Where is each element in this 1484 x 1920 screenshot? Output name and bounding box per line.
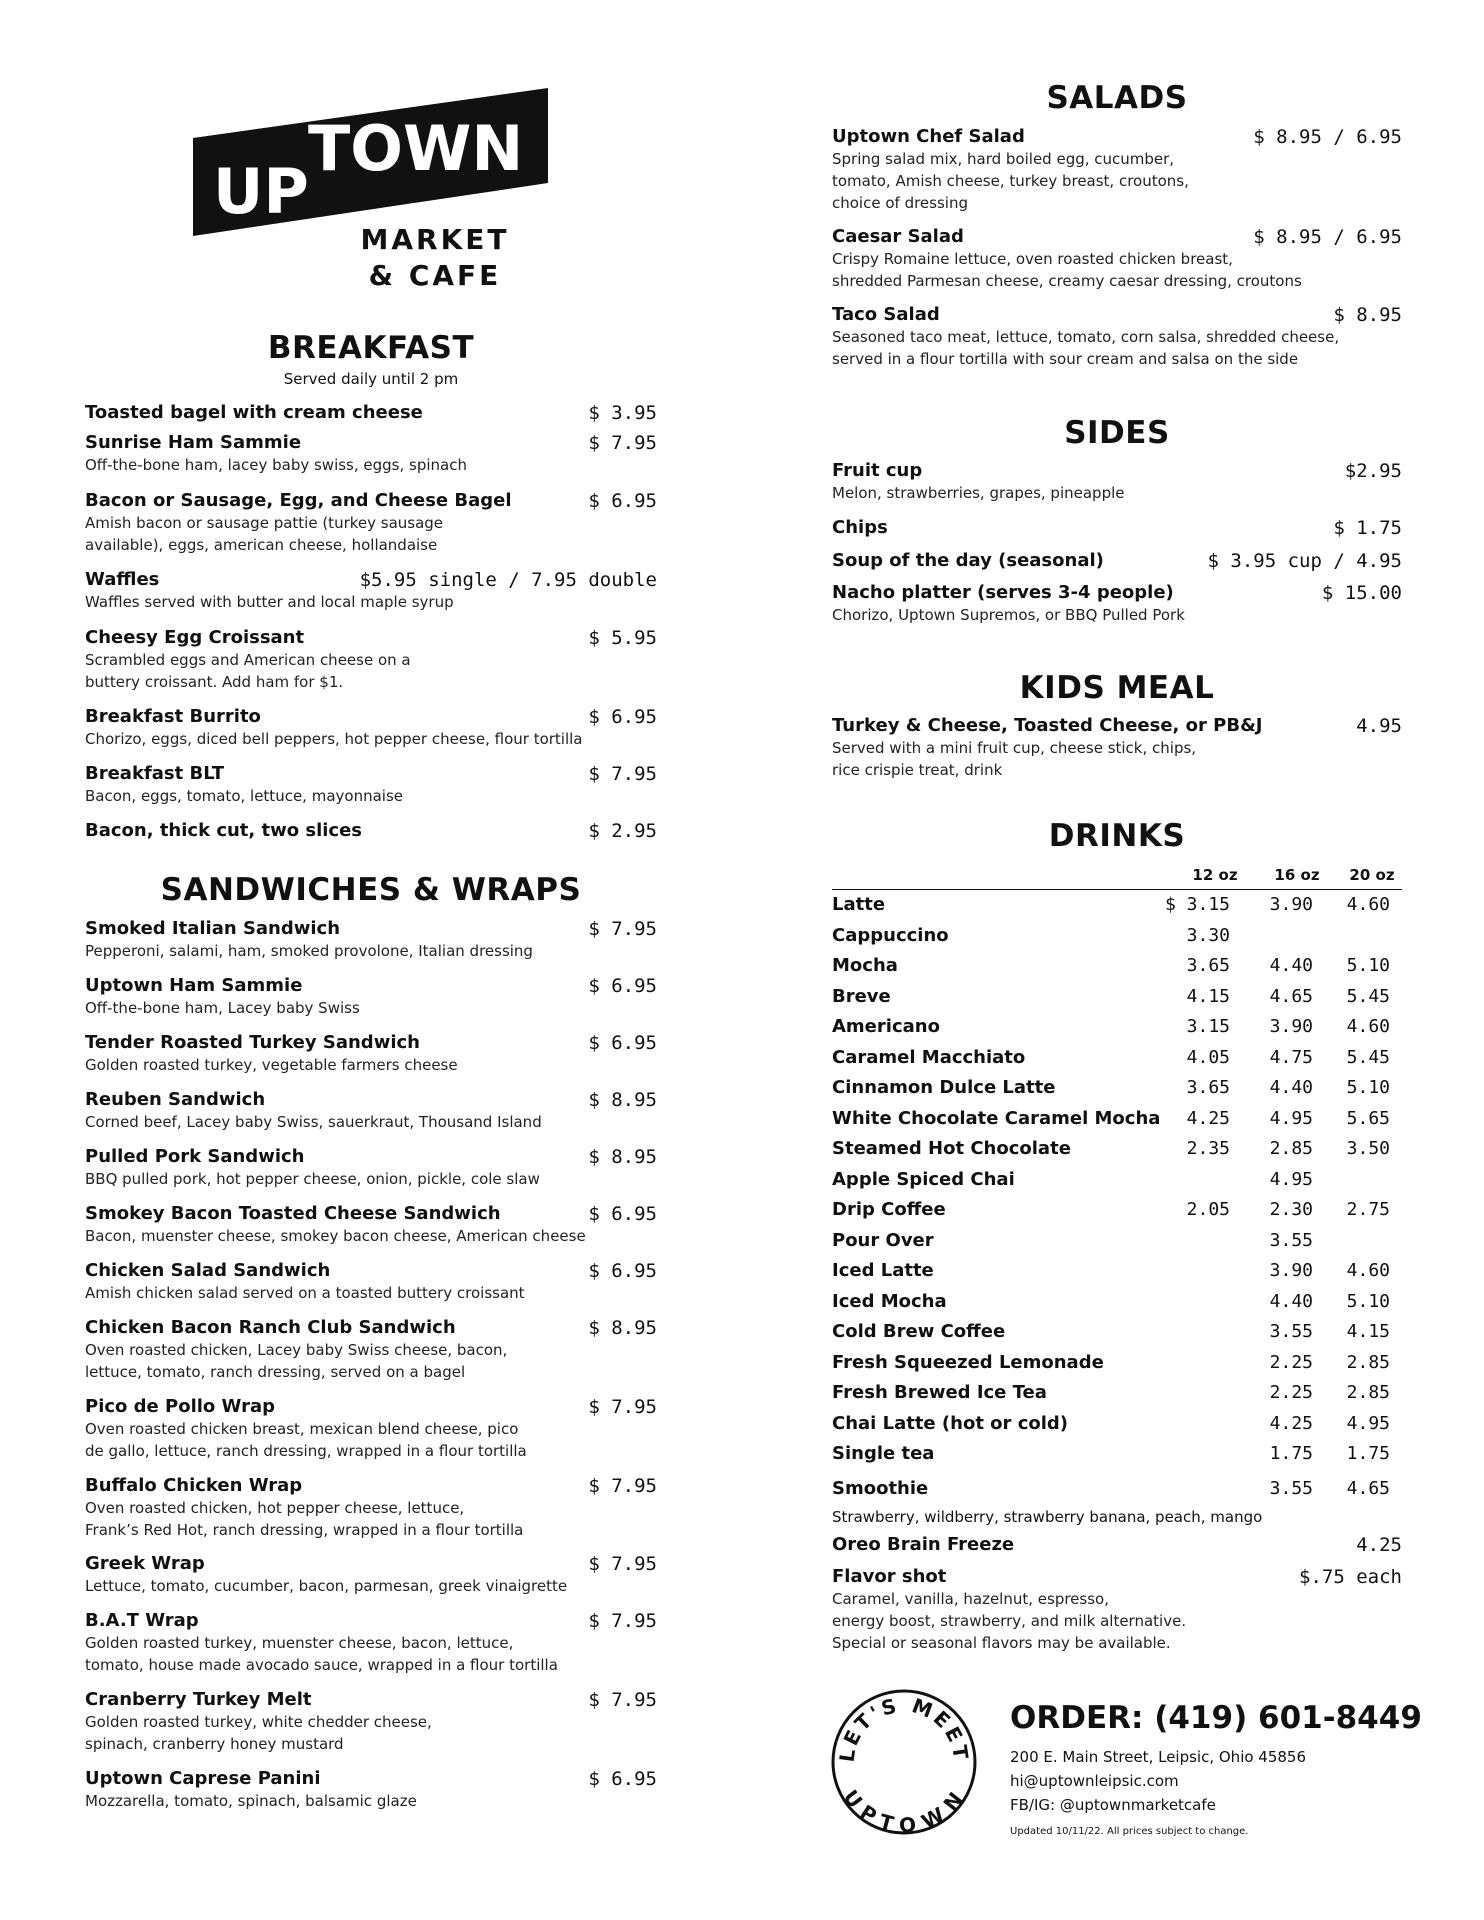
drink-price-12oz: 3.15 [1186,1016,1230,1037]
item-price: $.75 each [1299,1566,1402,1588]
drink-price-20oz: 5.10 [1346,1077,1390,1098]
breakfast-title: BREAKFAST [267,330,475,366]
item-desc: BBQ pulled pork, hot pepper cheese, onion, pickle, cole slaw [85,1170,540,1188]
drink-row [832,1477,1402,1505]
item-price: $2.95 [1344,460,1402,482]
item-name: Taco Salad [832,304,940,325]
menu-item [85,1203,657,1247]
item-price: $ 7.95 [588,763,657,785]
menu-item [832,1534,1402,1556]
item-price: $ 15.00 [1321,582,1402,604]
drink-name: Cinnamon Dulce Latte [832,1077,1056,1098]
item-price: $ 2.95 [588,820,657,842]
drink-price-16oz: 3.55 [1269,1477,1313,1499]
item-name: Flavor shot [832,1566,947,1587]
drink-name: Fresh Brewed Ice Tea [832,1382,1047,1403]
menu-item [85,402,657,424]
drink-name: White Chocolate Caramel Mocha [832,1107,1161,1129]
menu-item [85,569,657,613]
drink-price-16oz: 4.95 [1269,1168,1313,1190]
menu-item [85,432,657,476]
drink-row [832,1137,1402,1165]
item-name: Bacon, thick cut, two slices [85,820,363,841]
drink-row [832,1320,1402,1348]
menu-item [85,1089,657,1133]
drink-row [832,1229,1402,1257]
drink-row [832,1168,1402,1196]
drink-row [832,1107,1402,1135]
item-desc: Melon, strawberries, grapes, pineapple [832,484,1125,502]
item-desc: Bacon, muenster cheese, smokey bacon cheese, American cheese [85,1227,586,1245]
menu-item [85,1689,657,1755]
drink-name: Single tea [832,1443,935,1464]
item-desc: Golden roasted turkey, white chedder cheese, spinach, cranberry honey mustard [85,1713,432,1753]
drink-name: Latte [832,894,886,915]
drink-price-12oz: 4.25 [1186,1107,1230,1129]
drink-price-16oz: 2.25 [1269,1351,1313,1373]
drink-name: Drip Coffee [832,1199,946,1220]
item-price: $ 8.95 [588,1317,657,1339]
drink-price-12oz: 2.05 [1186,1199,1230,1220]
social-handle[interactable]: FB/IG: @uptownmarketcafe [1010,1796,1216,1814]
menu-item [832,460,1402,504]
drink-price-20oz: 4.60 [1346,894,1390,915]
drink-name: Chai Latte (hot or cold) [832,1412,1069,1434]
item-name: Bacon or Sausage, Egg, and Cheese Bagel [85,490,512,511]
drink-price-20oz: 3.50 [1346,1138,1390,1159]
smoothie-desc: Strawberry, wildberry, strawberry banana, peach, mango [832,1508,1263,1526]
menu-item [832,1566,1402,1654]
stamp-top-text: LET'S MEET [834,1692,974,1764]
menu-item [832,226,1402,292]
drink-price-16oz: 3.55 [1269,1321,1313,1342]
menu-item [85,975,657,1019]
item-desc: Pepperoni, salami, ham, smoked provolone, Italian dressing [85,942,533,960]
item-desc: Bacon, eggs, tomato, lettuce, mayonnaise [85,787,403,805]
drink-row [832,1198,1402,1226]
menu-item [85,1768,657,1812]
item-name: Chicken Bacon Ranch Club Sandwich [85,1317,456,1338]
item-price: $ 8.95 [588,1089,657,1111]
item-desc: Oven roasted chicken, hot pepper cheese, lettuce, Frank’s Red Hot, ranch dressing, wrapped in a flour tortilla [85,1499,524,1539]
drink-price-20oz: 5.10 [1346,1290,1390,1312]
drink-price-16oz: 1.75 [1269,1443,1313,1464]
item-price: $ 6.95 [588,706,657,728]
drink-row [832,1046,1402,1074]
menu-item [85,820,657,842]
item-price: $5.95 single / 7.95 double [359,569,657,591]
drink-row [832,1351,1402,1379]
menu-item [85,706,657,750]
item-desc: Oven roasted chicken breast, mexican blend cheese, pico de gallo, lettuce, ranch dressing, wrapped in a flour tortilla [85,1420,527,1460]
item-price: $ 7.95 [588,1396,657,1418]
menu-item [85,918,657,962]
drink-row [832,1381,1402,1409]
item-price: $ 8.95 [1333,304,1402,326]
drink-row [832,1412,1402,1440]
drink-price-20oz: 5.45 [1346,985,1390,1007]
drink-price-12oz: 4.15 [1186,985,1230,1007]
drink-price-20oz: 4.60 [1346,1016,1390,1037]
drink-price-16oz: 3.90 [1269,1016,1313,1037]
drink-price-12oz: 3.65 [1186,1077,1230,1098]
item-name: Uptown Caprese Panini [85,1768,321,1789]
item-name: B.A.T Wrap [85,1610,199,1631]
menu-item [832,715,1402,781]
drink-name: Steamed Hot Chocolate [832,1138,1071,1159]
item-price: $ 6.95 [588,1260,657,1282]
svg-text:LET'S MEET [835,1693,974,1764]
menu-item [832,126,1402,214]
item-desc: Served with a mini fruit cup, cheese stick, chips, rice crispie treat, drink [832,739,1197,779]
item-desc: Scrambled eggs and American cheese on a buttery croissant. Add ham for $1. [85,651,411,691]
logo-town: TOWN [308,112,524,185]
item-name: Uptown Ham Sammie [85,975,303,996]
item-name: Oreo Brain Freeze [832,1534,1015,1555]
menu-item [85,1146,657,1190]
drink-price-12oz: 3.65 [1186,955,1230,976]
item-name: Caesar Salad [832,226,964,247]
item-desc: Lettuce, tomato, cucumber, bacon, parmesan, greek vinaigrette [85,1577,568,1595]
item-name: Pico de Pollo Wrap [85,1396,276,1417]
item-desc: Waffles served with butter and local maple syrup [85,593,454,611]
drink-name: Iced Mocha [832,1290,947,1312]
item-desc: Mozzarella, tomato, spinach, balsamic glaze [85,1792,417,1810]
drink-price-16oz: 3.55 [1269,1229,1313,1251]
item-desc: Chorizo, eggs, diced bell peppers, hot pepper cheese, flour tortilla [85,730,583,748]
drinks-header-12oz: 12 oz [1192,866,1238,884]
drink-name: Iced Latte [832,1260,934,1281]
item-desc: Oven roasted chicken, Lacey baby Swiss cheese, bacon, lettuce, tomato, ranch dressing, served on a bagel [85,1341,508,1381]
menu-item [832,517,1402,539]
item-name: Sunrise Ham Sammie [85,432,302,453]
menu-item [832,304,1402,370]
item-name: Toasted bagel with cream cheese [85,402,423,423]
drink-row [832,1442,1402,1470]
item-price: $ 7.95 [588,1553,657,1575]
drink-row [832,1015,1402,1043]
drink-name: Pour Over [832,1229,934,1251]
drink-name: Cold Brew Coffee [832,1321,1006,1342]
drink-row [832,1290,1402,1318]
item-name: Tender Roasted Turkey Sandwich [85,1032,420,1053]
menu-item [832,550,1402,572]
item-price: 4.95 [1356,715,1402,737]
item-price: $ 7.95 [588,918,657,940]
drink-price-20oz: 4.95 [1346,1412,1390,1434]
updated-note: Updated 10/11/22. All prices subject to change. [1010,1826,1249,1837]
item-name: Smokey Bacon Toasted Cheese Sandwich [85,1203,501,1224]
item-price: $ 5.95 [588,627,657,649]
item-name: Smoked Italian Sandwich [85,918,341,939]
drink-price-20oz: 5.10 [1346,955,1390,976]
sandwiches-title: SANDWICHES & WRAPS [160,872,582,908]
drink-name: Caramel Macchiato [832,1046,1026,1068]
menu-item [85,1396,657,1462]
item-desc: Golden roasted turkey, vegetable farmers cheese [85,1056,458,1074]
drink-row [832,1076,1402,1104]
item-price: $ 3.95 cup / 4.95 [1207,550,1402,572]
drink-name: Americano [832,1016,940,1037]
item-price: $ 6.95 [588,1203,657,1225]
item-name: Uptown Chef Salad [832,126,1025,147]
drink-price-20oz: 2.85 [1346,1351,1390,1373]
menu-item [85,1260,657,1304]
item-price: 4.25 [1356,1534,1402,1556]
item-name: Chicken Salad Sandwich [85,1260,331,1281]
item-price: $ 6.95 [588,975,657,997]
item-price: $ 1.75 [1333,517,1402,539]
item-price: $ 8.95 [588,1146,657,1168]
kids-title: KIDS MEAL [1019,670,1215,706]
menu-item [832,582,1402,626]
drink-name: Smoothie [832,1477,929,1499]
item-desc: Chorizo, Uptown Supremos, or BBQ Pulled Pork [832,606,1185,624]
drink-row [832,924,1402,952]
item-desc: Amish bacon or sausage pattie (turkey sausage available), eggs, american cheese, hollandaise [85,514,444,554]
item-name: Pulled Pork Sandwich [85,1146,305,1167]
menu-item [85,490,657,556]
item-price: $ 7.95 [588,1475,657,1497]
menu-item [85,1553,657,1597]
item-name: Breakfast Burrito [85,706,261,727]
drink-name: Breve [832,985,891,1007]
breakfast-subtitle: Served daily until 2 pm [283,370,459,388]
lets-meet-uptown-stamp [830,1688,978,1836]
drink-price-20oz: 2.75 [1346,1199,1390,1220]
drink-price-16oz: 2.30 [1269,1199,1313,1220]
order-phone[interactable]: ORDER: (419) 601-8449 [1010,1700,1422,1736]
logo-subtitle [355,222,515,294]
drink-name: Apple Spiced Chai [832,1168,1015,1190]
item-desc: Off-the-bone ham, lacey baby swiss, eggs, spinach [85,456,467,474]
email[interactable]: hi@uptownleipsic.com [1010,1772,1179,1790]
item-price: $ 6.95 [588,1768,657,1790]
menu-item [85,1475,657,1541]
drink-price-16oz: 3.90 [1269,1260,1313,1281]
drink-price-20oz: 4.65 [1346,1477,1390,1499]
uptown-logo [193,88,548,236]
drink-price-20oz: 4.60 [1346,1260,1390,1281]
item-name: Breakfast BLT [85,763,224,784]
drink-price-12oz: 2.35 [1186,1138,1230,1159]
item-name: Soup of the day (seasonal) [832,550,1104,571]
drink-price-20oz: 1.75 [1346,1443,1390,1464]
salads-title: SALADS [1046,80,1188,116]
drink-price-20oz: 5.65 [1346,1107,1390,1129]
drink-price-16oz: 4.65 [1269,985,1313,1007]
item-name: Buffalo Chicken Wrap [85,1475,303,1496]
item-name: Waffles [85,569,160,590]
drink-price-12oz: 3.30 [1186,924,1230,946]
drink-price-20oz: 4.15 [1346,1321,1390,1342]
logo-cafe: & CAFE [368,259,502,292]
item-name: Greek Wrap [85,1553,205,1574]
svg-text:UPTOWN [839,1785,970,1836]
item-name: Fruit cup [832,460,923,481]
drinks-header-divider [832,889,1402,890]
drink-price-16oz: 2.25 [1269,1382,1313,1403]
item-desc: Spring salad mix, hard boiled egg, cucumber, tomato, Amish cheese, turkey breast, croutons, choice of dressing [832,150,1189,212]
stamp-bottom-text: UPTOWN [838,1785,970,1836]
item-desc: Seasoned taco meat, lettuce, tomato, corn salsa, shredded cheese, served in a flour tortilla with sour cream and salsa on the side [832,328,1340,368]
item-desc: Off-the-bone ham, Lacey baby Swiss [85,999,360,1017]
item-price: $ 6.95 [588,1032,657,1054]
item-price: $ 7.95 [588,1689,657,1711]
menu-item [85,1317,657,1383]
drink-price-16oz: 4.75 [1269,1046,1313,1068]
drink-row [832,985,1402,1013]
address: 200 E. Main Street, Leipsic, Ohio 45856 [1010,1748,1307,1766]
item-name: Nacho platter (serves 3-4 people) [832,582,1174,603]
drink-price-16oz: 4.40 [1269,955,1313,976]
item-desc: Golden roasted turkey, muenster cheese, bacon, lettuce, tomato, house made avocado sauce, wrapped in a flour tortilla [85,1634,558,1674]
item-name: Chips [832,517,888,538]
item-name: Cranberry Turkey Melt [85,1689,312,1710]
menu-item [85,1032,657,1076]
menu-item [85,1610,657,1676]
item-price: $ 8.95 / 6.95 [1253,226,1402,248]
item-name: Cheesy Egg Croissant [85,627,305,648]
item-price: $ 3.95 [588,402,657,424]
item-name: Reuben Sandwich [85,1089,266,1110]
item-desc: Corned beef, Lacey baby Swiss, sauerkraut, Thousand Island [85,1113,542,1131]
drink-price-20oz: 2.85 [1346,1382,1390,1403]
drinks-header-16oz: 16 oz [1274,866,1320,884]
item-desc: Caramel, vanilla, hazelnut, espresso, energy boost, strawberry, and milk alternative. Special or seasonal flavors may be available. [832,1590,1187,1652]
drinks-title: DRINKS [1048,818,1186,854]
drink-name: Fresh Squeezed Lemonade [832,1351,1104,1373]
drink-row [832,954,1402,982]
drink-price-16oz: 2.85 [1269,1138,1313,1159]
item-price: $ 6.95 [588,490,657,512]
item-desc: Crispy Romaine lettuce, oven roasted chicken breast, shredded Parmesan cheese, creamy caesar dressing, croutons [832,250,1302,290]
item-price: $ 7.95 [588,1610,657,1632]
drink-price-16oz: 4.25 [1269,1412,1313,1434]
drink-price-20oz: 5.45 [1346,1046,1390,1068]
drink-price-12oz: 4.05 [1186,1046,1230,1068]
item-desc: Amish chicken salad served on a toasted buttery croissant [85,1284,525,1302]
item-price: $ 7.95 [588,432,657,454]
drinks-header-20oz: 20 oz [1349,866,1395,884]
drink-name: Cappuccino [832,924,949,946]
drink-price-16oz: 3.90 [1269,894,1313,915]
logo-market: MARKET [360,223,510,256]
item-name: Turkey & Cheese, Toasted Cheese, or PB&J [832,715,1263,736]
menu-item [85,627,657,693]
drink-price-16oz: 4.95 [1269,1107,1313,1129]
item-price: $ 8.95 / 6.95 [1253,126,1402,148]
drink-row [832,893,1402,921]
drink-price-16oz: 4.40 [1269,1290,1313,1312]
drink-price-16oz: 4.40 [1269,1077,1313,1098]
drink-row [832,1259,1402,1287]
drink-price-12oz: $ 3.15 [1164,894,1230,915]
drink-name: Mocha [832,955,898,976]
menu-item [85,763,657,807]
logo-up: UP [213,155,309,228]
sides-title: SIDES [1064,415,1170,451]
